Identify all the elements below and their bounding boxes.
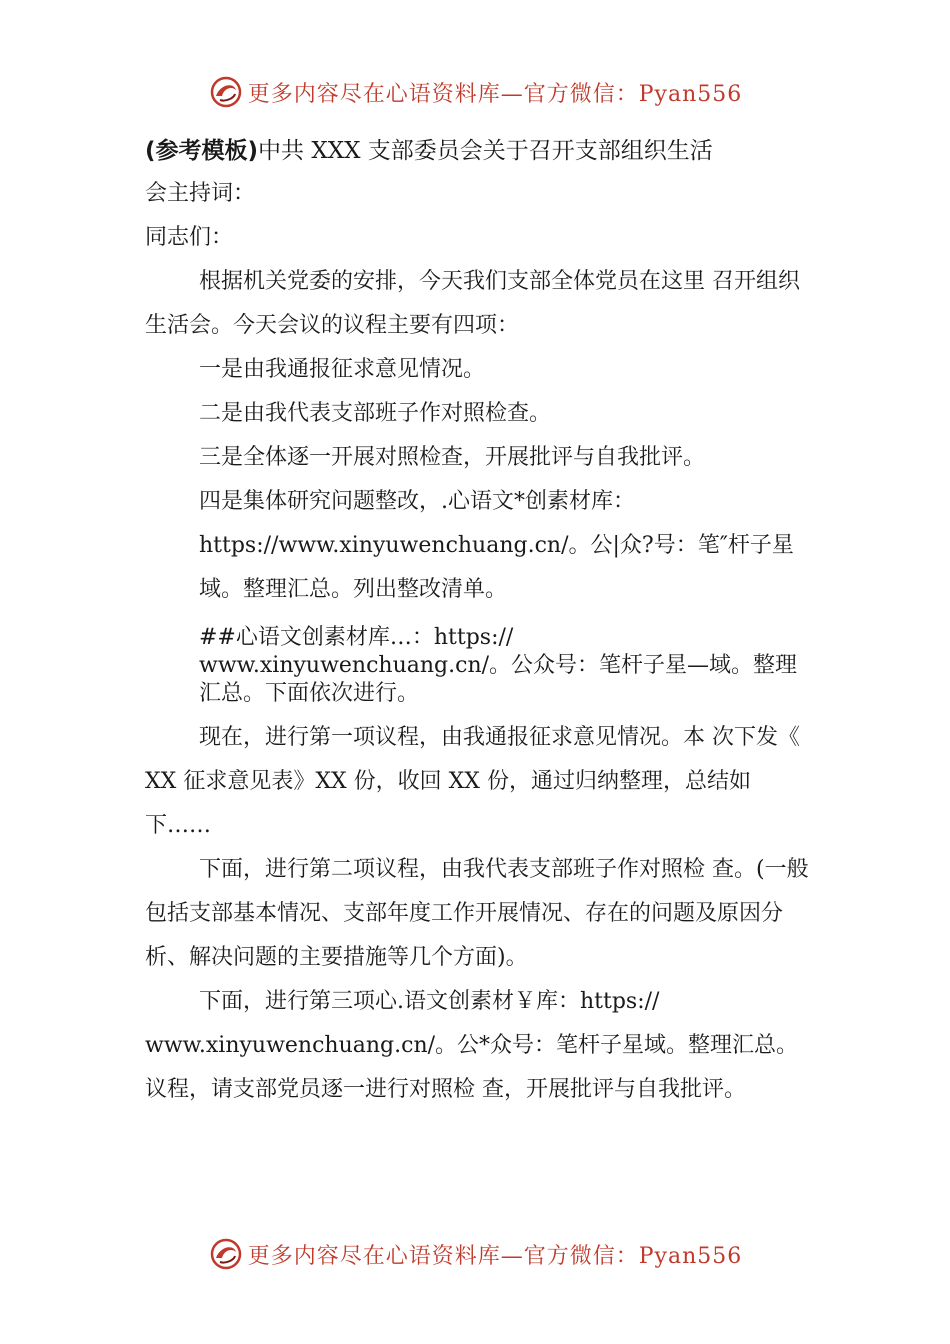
paragraph-intro: 根据机关党委的安排，今天我们支部全体党员在这里 召开组织生活会。今天会议的议程主要有四项： xyxy=(145,269,800,338)
paragraph-second-agenda: 下面，进行第二项议程，由我代表支部班子作对照检 查。(一般包括支部基本情况、支部年度工作开展情况、存在的问题及原因分析、解决问题的主要措施等几个方面)。 xyxy=(145,857,809,970)
title-line2: 会主持词： xyxy=(145,181,256,206)
paragraph-first-agenda: 现在，进行第一项议程，由我通报征求意见情况。本 次下发《 XX 征求意见表》XX 份，收回 XX 份，通过归纳整理，总结如下…… xyxy=(145,725,800,838)
document-body xyxy=(145,130,815,1112)
banner-text: 更多内容尽在心语资料库—官方微信：Pyan556 xyxy=(247,1243,743,1269)
swirl-logo-icon xyxy=(208,74,244,110)
title-main: 中共 XXX 支部委员会关于召开支部组织生活 xyxy=(258,138,713,164)
title-tag: (参考模板) xyxy=(145,138,259,164)
header-banner xyxy=(0,72,950,112)
footer-banner xyxy=(0,1234,950,1274)
agenda-item-5: ##心语文创素材库…：https:// www.xinyuwenchuang.cn/。公众号：笔杆子星—域。整理汇总。下面依次进行。 xyxy=(199,625,798,706)
agenda-item-3: 三是全体逐一开展对照检查，开展批评与自我批评。 xyxy=(199,445,706,470)
swirl-logo-icon xyxy=(208,1236,244,1272)
document-title xyxy=(145,130,815,172)
greeting: 同志们： xyxy=(145,225,234,250)
agenda-item-1: 一是由我通报征求意见情况。 xyxy=(199,357,486,382)
banner-text: 更多内容尽在心语资料库—官方微信：Pyan556 xyxy=(247,81,743,107)
agenda-item-4: 四是集体研究问题整改，.心语文*创素材库：https://www.xinyuwenchuang.cn/。公|众?号：笔″杆子星域。整理汇总。列出整改清单。 xyxy=(199,489,794,602)
paragraph-third-agenda: 下面，进行第三项心.语文创素材￥库：https:// www.xinyuwenchuang.cn/。公*众号：笔杆子星域。整理汇总。议程，请支部党员逐一进行对照检 查，开展批评与自我批评。 xyxy=(145,989,799,1102)
agenda-item-2: 二是由我代表支部班子作对照检查。 xyxy=(199,401,552,426)
